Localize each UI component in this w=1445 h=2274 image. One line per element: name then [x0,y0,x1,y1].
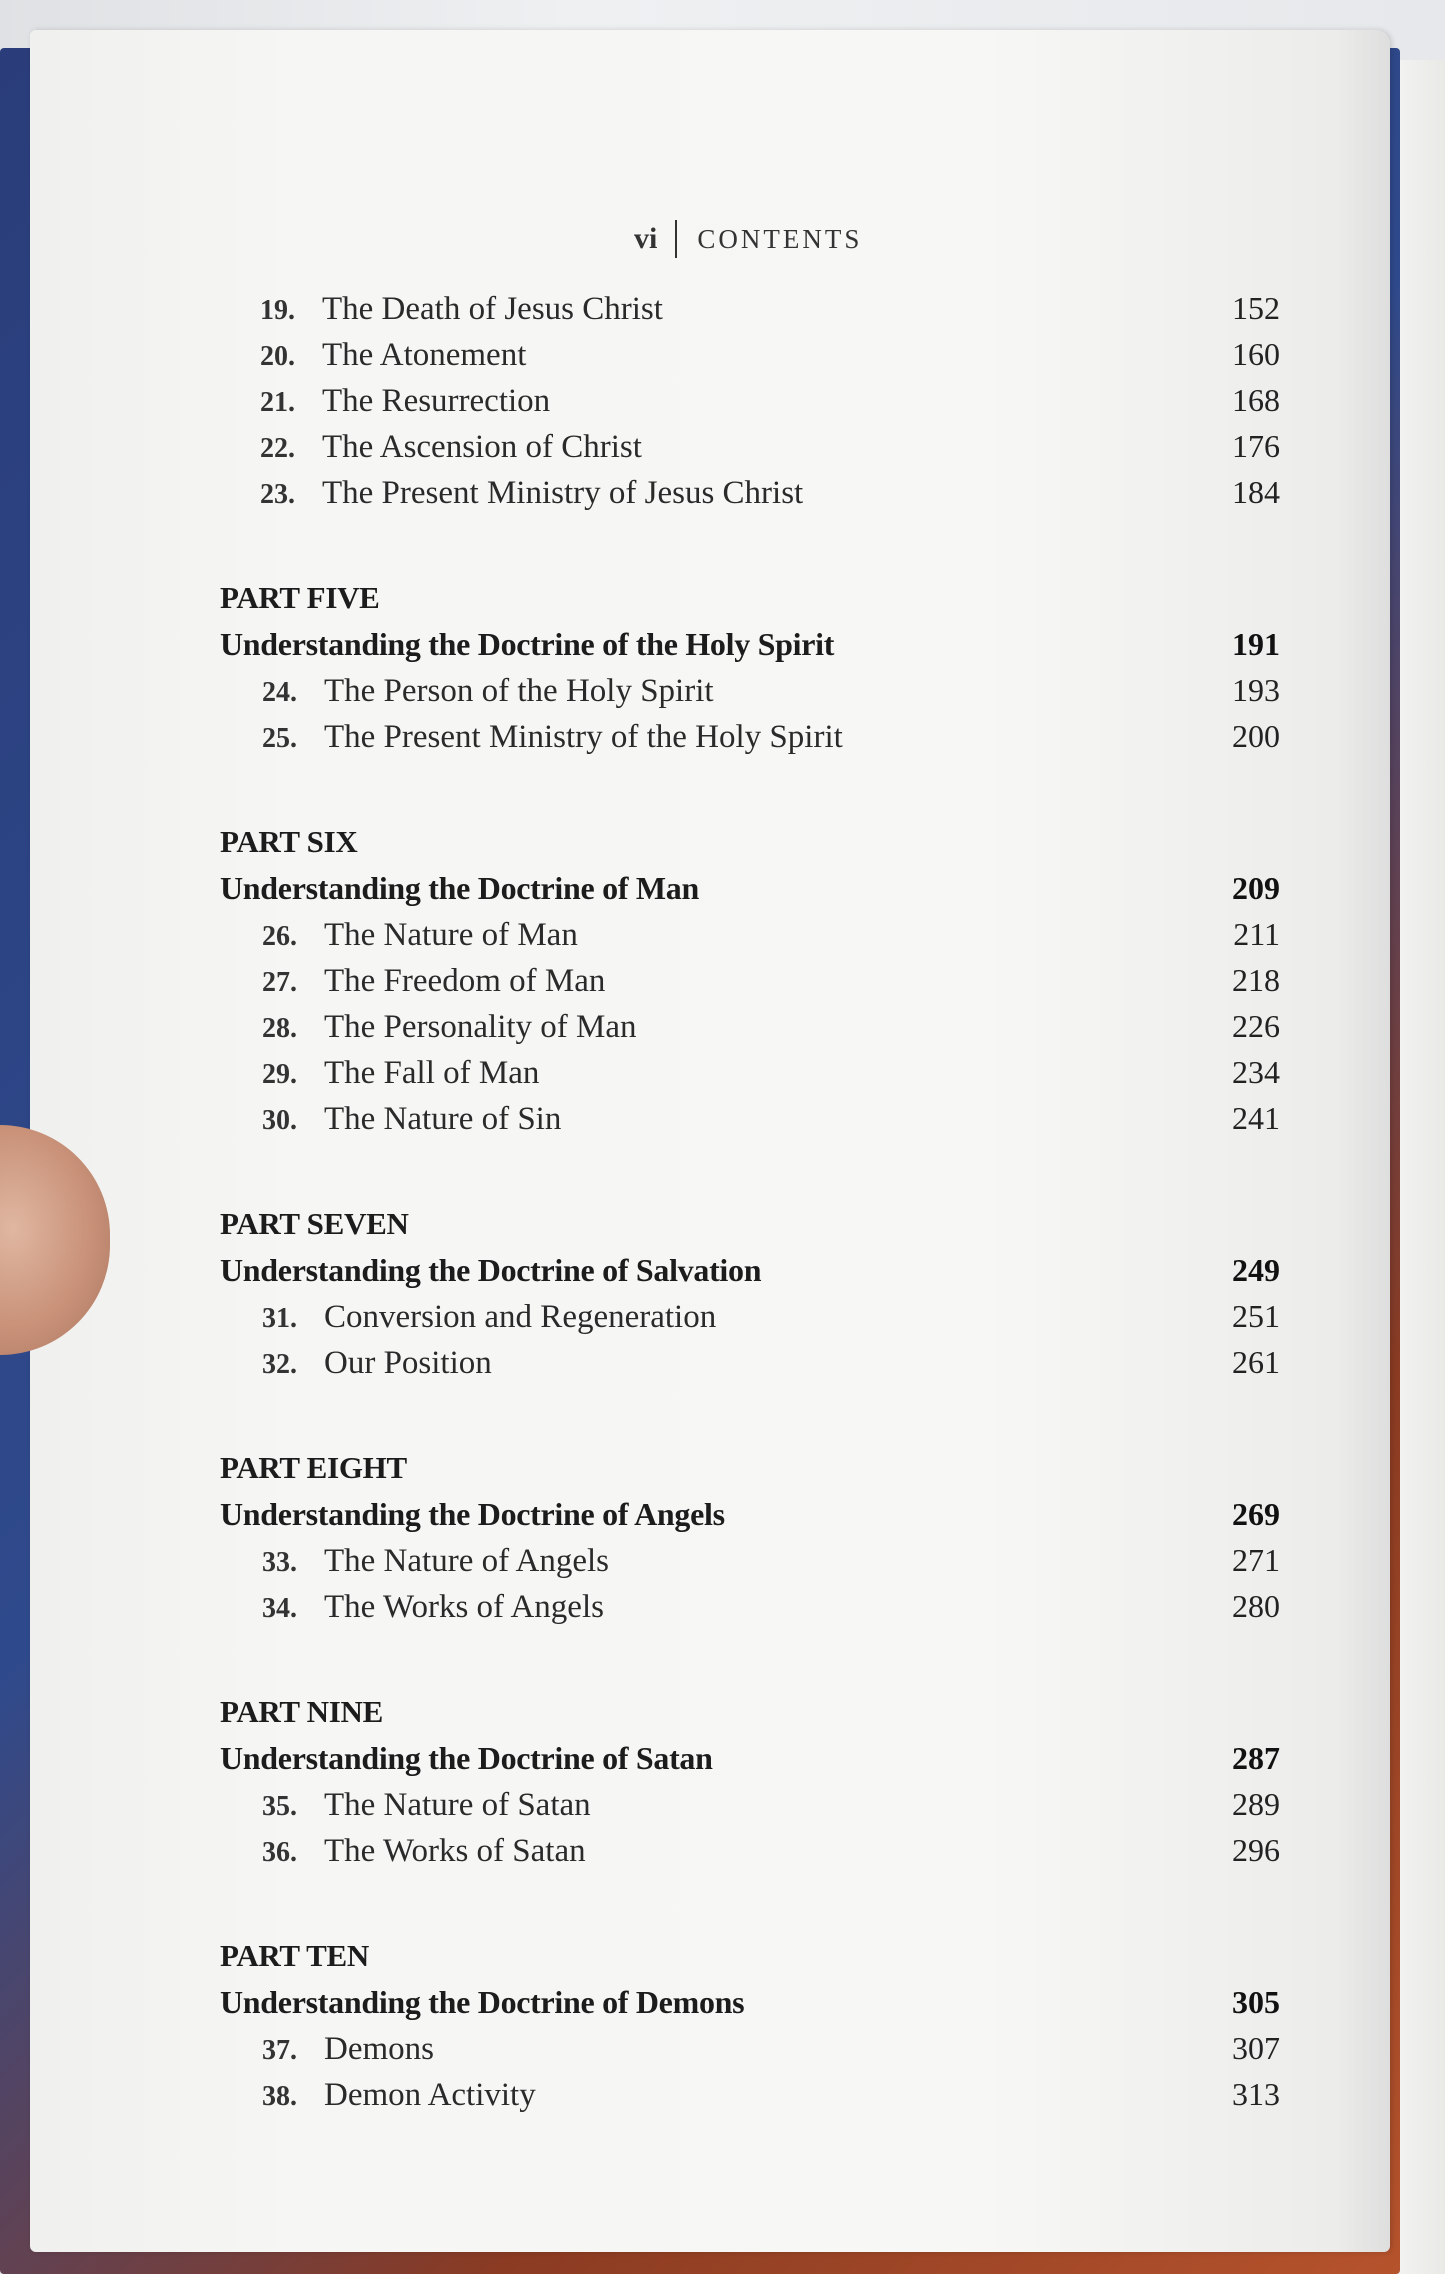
chapter-page-number: 211 [1233,916,1280,952]
chapter-entry [220,1584,604,1632]
chapter-number: 19. [260,295,295,326]
toc-chapter-row [220,911,1280,957]
chapter-number: 38. [262,2081,297,2112]
chapter-title: The Works of Angels [324,1589,604,1625]
part-page-number: 287 [1232,1740,1280,1776]
chapter-number: 35. [262,1791,297,1822]
chapter-entry [220,958,605,1006]
chapter-entry [220,1004,637,1052]
toc-chapter-row [220,1003,1280,1049]
chapter-entry [220,1294,716,1342]
chapter-title: The Atonement [322,337,527,373]
chapter-page-number: 234 [1232,1054,1280,1090]
chapter-number: 34. [262,1593,297,1624]
chapter-title: The Works of Satan [324,1833,586,1869]
chapter-title: The Nature of Man [324,917,578,953]
toc-chapter-row [220,1827,1280,1873]
part-heading-row [220,1979,1280,2025]
toc-chapter-row [220,1049,1280,1095]
part-title: Understanding the Doctrine of Angels [220,1496,725,1532]
part-page-number: 191 [1232,626,1280,662]
chapter-entry [220,424,642,472]
toc-chapter-row [220,713,1280,759]
toc-chapter-row [220,469,1280,515]
chapter-title: The Present Ministry of the Holy Spirit [324,719,843,755]
part-heading-row [220,865,1280,911]
chapter-title: The Nature of Satan [324,1787,591,1823]
section-title: CONTENTS [697,223,863,254]
chapter-number: 20. [260,341,295,372]
chapter-page-number: 152 [1232,290,1280,326]
chapter-title: The Present Ministry of Jesus Christ [322,475,804,511]
toc-chapter-row [220,667,1280,713]
part-page-number: 249 [1232,1252,1280,1288]
part-title: Understanding the Doctrine of Demons [220,1984,745,2020]
chapter-number: 27. [262,967,297,998]
part-heading-row [220,621,1280,667]
toc-part [220,1445,1280,1629]
toc-chapter-row [220,285,1280,331]
header-divider [675,220,677,258]
chapter-page-number: 200 [1232,718,1280,754]
chapter-page-number: 193 [1232,672,1280,708]
part-page-number: 209 [1232,870,1280,906]
toc-chapter-row [220,1095,1280,1141]
part-title: Understanding the Doctrine of Salvation [220,1252,762,1288]
chapter-title: The Resurrection [322,383,551,419]
toc-parts [220,575,1280,2117]
chapter-page-number: 160 [1232,336,1280,372]
chapter-title: The Nature of Sin [324,1101,562,1137]
toc-chapter-row [220,1293,1280,1339]
running-head [634,220,862,258]
toc-chapter-row [220,423,1280,469]
chapter-entry [220,1050,539,1098]
toc-chapter-row [220,1537,1280,1583]
chapter-page-number: 241 [1232,1100,1280,1136]
chapter-entry [220,714,843,762]
chapter-entry [220,1538,609,1586]
part-title: Understanding the Doctrine of Man [220,870,699,906]
part-label: PART EIGHT [220,1450,407,1485]
chapter-title: The Personality of Man [324,1009,637,1045]
part-heading-row [220,1735,1280,1781]
page-folio: vi [634,222,658,255]
chapter-entry [220,2072,536,2120]
toc-chapter-row [220,957,1280,1003]
chapter-number: 31. [262,1303,297,1334]
chapter-number: 32. [262,1349,297,1380]
chapter-number: 22. [260,433,295,464]
chapter-title: Conversion and Regeneration [324,1299,717,1335]
chapter-title: The Death of Jesus Christ [322,291,663,327]
part-heading-row [220,1247,1280,1293]
chapter-number: 25. [262,723,297,754]
chapter-entry [220,470,803,518]
toc-chapter-row [220,2025,1280,2071]
part-page-number: 305 [1232,1984,1280,2020]
chapter-page-number: 313 [1232,2076,1280,2112]
chapter-number: 26. [262,921,297,952]
chapter-number: 33. [262,1547,297,1578]
part-page-number: 269 [1232,1496,1280,1532]
chapter-title: The Freedom of Man [324,963,606,999]
chapter-number: 24. [262,677,297,708]
chapter-title: Demons [324,2031,434,2067]
toc-chapter-row [220,1339,1280,1385]
chapter-entry [220,286,663,334]
chapter-number: 30. [262,1105,297,1136]
toc-part [220,1689,1280,1873]
part-title: Understanding the Doctrine of the Holy Spirit [220,626,835,662]
chapter-entry [220,1340,492,1388]
chapter-page-number: 307 [1232,2030,1280,2066]
toc-part [220,575,1280,759]
chapter-number: 29. [262,1059,297,1090]
chapter-page-number: 176 [1232,428,1280,464]
chapter-page-number: 218 [1232,962,1280,998]
chapter-number: 36. [262,1837,297,1868]
chapter-title: Our Position [324,1345,492,1381]
chapter-entry [220,378,550,426]
toc-chapter-row [220,331,1280,377]
part-label: PART FIVE [220,580,380,615]
chapter-number: 37. [262,2035,297,2066]
chapter-entry [220,912,578,960]
chapter-entry [220,2026,434,2074]
chapter-entry [220,1782,591,1830]
chapter-page-number: 271 [1232,1542,1280,1578]
chapter-title: Demon Activity [324,2077,536,2113]
chapter-entry [220,1096,561,1144]
chapter-title: The Ascension of Christ [322,429,642,465]
continued-chapters [220,285,1280,515]
part-label: PART SIX [220,824,358,859]
part-label: PART SEVEN [220,1206,409,1241]
chapter-title: The Nature of Angels [324,1543,609,1579]
part-label: PART NINE [220,1694,384,1729]
chapter-page-number: 168 [1232,382,1280,418]
chapter-page-number: 251 [1232,1298,1280,1334]
table-of-contents [220,285,1280,2177]
part-title: Understanding the Doctrine of Satan [220,1740,713,1776]
chapter-page-number: 289 [1232,1786,1280,1822]
chapter-entry [220,668,714,716]
chapter-entry [220,332,526,380]
toc-chapter-row [220,1583,1280,1629]
chapter-page-number: 261 [1232,1344,1280,1380]
toc-chapter-row [220,377,1280,423]
toc-part [220,1201,1280,1385]
chapter-entry [220,1828,586,1876]
chapter-title: The Person of the Holy Spirit [324,673,714,709]
chapter-number: 21. [260,387,295,418]
chapter-page-number: 184 [1232,474,1280,510]
part-label: PART TEN [220,1938,369,1973]
chapter-page-number: 226 [1232,1008,1280,1044]
toc-part [220,1933,1280,2117]
toc-chapter-row [220,1781,1280,1827]
page-edge [1400,60,1445,2274]
chapter-page-number: 280 [1232,1588,1280,1624]
toc-chapter-row [220,2071,1280,2117]
chapter-title: The Fall of Man [324,1055,540,1091]
chapter-number: 23. [260,479,295,510]
chapter-number: 28. [262,1013,297,1044]
part-heading-row [220,1491,1280,1537]
toc-part [220,819,1280,1141]
chapter-page-number: 296 [1232,1832,1280,1868]
